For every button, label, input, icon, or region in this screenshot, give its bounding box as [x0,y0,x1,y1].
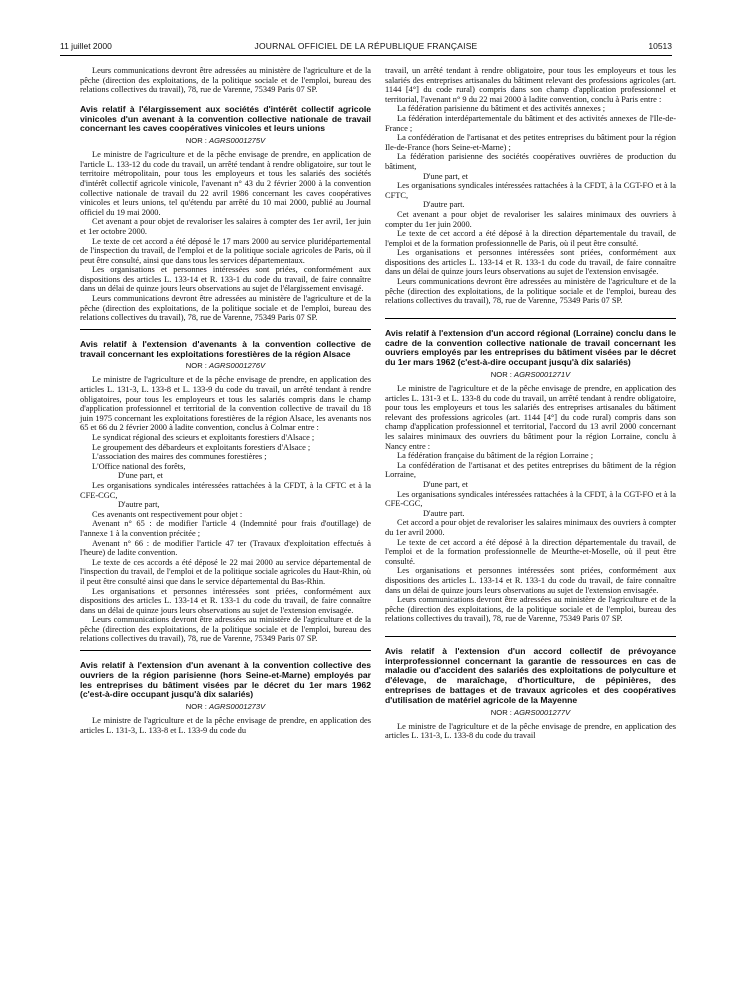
paragraph: La fédération parisienne du bâtiment et des activités annexes ; [397,104,606,114]
paragraph: La confédération de l'artisanat et des petites entreprises du bâtiment pour la région Ile-de-France (hors Seine-et-Marne) ; [385,133,676,152]
paragraph: Le texte de cet accord a été déposé à la direction départementale du travail, de l'emploi et de la formation professionnelle de Meurthe-et-Moselle, où il peut être consulté. [385,537,676,566]
divider [385,636,676,637]
paragraph: Le texte de cet accord a été déposé à la direction départementale du travail, de l'emploi et de la formation professionnelle de Paris, où il peut être consulté. [385,229,676,248]
notice-batiment-region-parisienne [80,661,371,735]
paragraph: Avenant n° 66 : de modifier l'article 47 ter (Travaux d'exploitation effectués à l'heure) de ladite convention. [80,538,371,558]
notice-title: Avis relatif à l'extension d'un avenant à la convention collective des ouvriers de la région parisienne (hors Seine-et-Marne) employés par les entreprises du bâtiment visées par le décret du 1er mars 1962 (c'est-à-dire occupant jusqu'à dix salariés) [80,660,371,700]
paragraph: La fédération parisienne des sociétés coopératives ouvrières de production du bâtiment, [385,152,676,171]
header-date: 11 juillet 2000 [60,41,112,51]
nor-reference: NOR : AGRS0001273V [185,702,266,712]
paragraph: Le groupement des débardeurs et exploitants forestiers d'Alsace ; [92,442,311,452]
paragraph: Le ministre de l'agriculture et de la pêche envisage de prendre, en application des articles L. 131-3, L. 133-8 du code du travail [385,721,676,741]
notice-title: Avis relatif à l'élargissement aux sociétés d'intérêt collectif agricole vinicoles d'un avenant à la convention collective nationale de travail concernant les caves coopératives vinicoles et leurs unions [80,103,371,134]
paragraph: Les organisations et personnes intéressées sont priées, conformément aux dispositions des articles L. 133-14 et R. 133-1 du code du travail, de faire connaître dans un délai de quinze jours leurs observations au sujet de l'extension envisagée. [80,586,371,615]
paragraph: Le ministre de l'agriculture et de la pêche envisage de prendre, en application des articles L. 131-3, L. 133-8 et L. 133-9 du code du travail, un arrêté tendant à rendre obligatoires, pour tous les employeurs et tous les salariés compris dans le champ d'application professionnel et territorial de la convention collective de travail du 18 juin 1975 concernant les exploitations forestières de la région Alsace, les avenants nos 65 et 66 du 2 février 2000 à ladite convention, conclus à Colmar entre : [80,375,371,433]
paragraph: Leurs communications devront être adressées au ministère de l'agriculture et de la pêche (direction des exploitations, de la politique sociale et de l'emploi, bureau des relations collectives du travail), 78, rue de Varenne, 75349 Paris 07 SP. [80,615,371,644]
paragraph: L'association des maires des communes forestières ; [92,452,267,462]
right-column [385,66,676,741]
notice-title: Avis relatif à l'extension d'un accord régional (Lorraine) conclu dans le cadre de la convention collective nationale de travail concernant les ouvriers employés par les entreprises du bâtiment visées par le décret du 1er mars 1962 (c'est-à-dire occupant jusqu'à dix salariés) [385,327,676,368]
nor-reference: NOR : AGRS0001275V [185,136,266,146]
nor-reference: NOR : AGRS0001277V [490,707,571,717]
notice-accord-lorraine [385,329,676,637]
notice-prevoyance-mayenne [385,647,676,741]
paragraph: Ces avenants ont respectivement pour objet : [92,509,243,519]
paragraph: Les organisations syndicales intéressées rattachées à la CFDT, à la CFTC et à la CFE-CGC, [80,480,371,500]
paragraph: Les organisations syndicales intéressées rattachées à la CFDT, à la CGT-FO et à la CFTC, [385,181,676,200]
paragraph: Leurs communications devront être adressées au ministère de l'agriculture et de la pêche (direction des exploitations, de la politique sociale et de l'emploi, bureau des relations collectives du travail), 78, rue de Varenne, 75349 Paris 07 SP. [385,277,676,306]
page-number: 10513 [648,41,672,51]
paragraph: D'autre part. [423,200,465,210]
notice-exploitations-forestieres-alsace [80,340,371,651]
left-column [80,66,371,735]
paragraph: Le ministre de l'agriculture et de la pêche envisage de prendre, en application des articles L. 131-3, L. 133-8 et L. 133-9 du code du [80,716,371,735]
paragraph: Avenant n° 65 : de modifier l'article 4 (Indemnité pour frais d'outillage) de l'annexe 1 à la convention précitée ; [80,519,371,538]
divider [385,318,676,319]
paragraph: travail, un arrêté tendant à rendre obligatoire, pour tous les employeurs et tous les salariés des entreprises artisanales du bâtiment relevant des professions agricoles (art. 1144 [4°] du code rural) compris dans son champ d'application professionnel et territorial, l'avenant n° 9 du 22 mai 2000 à ladite convention, conclu à Paris entre : [385,66,676,104]
paragraph: Le syndicat régional des scieurs et exploitants forestiers d'Alsace ; [92,433,315,443]
paragraph: Le texte de cet accord a été déposé le 17 mars 2000 au service pluridépartemental de l'inspection du travail, de l'emploi et de la politique sociale agricoles de Paris, où il peut être consulté, ainsi que dans tous les services départementaux. [80,236,371,265]
paragraph: Les organisations et personnes intéressées sont priées, conformément aux dispositions des articles L. 133-14 et R. 133-1 du code du travail, de faire connaître dans un délai de quinze jours leurs observations au sujet de l'élargissement envisagé. [80,265,371,294]
paragraph: D'une part, et [423,171,468,181]
paragraph: Le ministre de l'agriculture et de la pêche envisage de prendre, en application de l'article L. 133-12 du code du travail, un arrêté tendant à rendre obligatoire, sur tout le territoire métropolitain, pour tous les employeurs et tous les salariés des sociétés d'intérêt collectif agricole vinicole, l'avenant n° 43 du 2 février 2000 à la convention collective nationale de travail du 22 avril 1986 concernant les caves coopératives vinicoles et leurs unions, tel qu'étendu par arrêté du 10 mai 2000, publié au Journal officiel du 19 mai 2000. [80,150,371,217]
paragraph: L'Office national des forêts, [92,461,186,471]
paragraph: Leurs communications devront être adressées au ministère de l'agriculture et de la pêche (direction des exploitations, de la politique sociale et de l'emploi, bureau des relations collectives du travail), 78, rue de Varenne, 75349 Paris 07 SP. [385,595,676,624]
paragraph: La fédération interdépartementale du bâtiment et des activités annexes de l'Ile-de-France ; [385,113,676,133]
paragraph: La confédération de l'artisanat et des petites entreprises du bâtiment de la région Lorraine, [385,460,676,480]
nor-reference: NOR : AGRS0001276V [185,361,266,371]
journal-title: JOURNAL OFFICIEL DE LA RÉPUBLIQUE FRANÇAISE [254,41,478,51]
divider [80,329,371,330]
paragraph: D'autre part, [118,500,160,510]
nor-reference: NOR : AGRS0001271V [490,370,571,380]
divider [80,650,371,651]
paragraph: D'une part, et [118,471,163,481]
paragraph: Les organisations syndicales intéressées rattachées à la CFDT, à la CGT-FO et à la CFE-CGC, [385,489,676,509]
paragraph: D'autre part. [423,508,465,518]
paragraph: Cet accord a pour objet de revaloriser les salaires minimaux des ouvriers à compter du 1er avril 2000. [385,518,676,537]
paragraph: Le ministre de l'agriculture et de la pêche envisage de prendre, en application des articles L. 131-3 et L. 133-8 du code du travail, un arrêté tendant à rendre obligatoire, pour tous les employeurs et tous les salariés des entreprises artisanales du bâtiment relevant des professions agricoles (art. 1144 [4°] du code rural) compris dans son champ d'application professionnel et territorial, l'accord du 13 avril 2000 concernant les salaires minimaux des ouvriers du bâtiment pour la région Lorraine, conclu à Nancy entre : [385,384,676,451]
paragraph: Cet avenant a pour objet de revaloriser les salaires minimaux des ouvriers à compter du 1er juin 2000. [385,209,676,229]
page-header [60,41,672,56]
paragraph: Les organisations et personnes intéressées sont priées, conformément aux dispositions des articles L. 133-14 et R. 133-1 du code du travail, de faire connaître dans un délai de quinze jours leurs observations au sujet de l'extension envisagée. [385,248,676,277]
paragraph: Les organisations et personnes intéressées sont priées, conformément aux dispositions des articles L. 133-14 et R. 133-1 du code du travail, de faire connaître dans un délai de quinze jours leurs observations au sujet de l'extension envisagée. [385,566,676,595]
notice-elargissement-caves [80,105,371,330]
paragraph: Leurs communications devront être adressées au ministère de l'agriculture et de la pêche (direction des exploitations, de la politique sociale et de l'emploi, bureau des relations collectives du travail), 78, rue de Varenne, 75349 Paris 07 SP. [80,66,371,95]
paragraph: Leurs communications devront être adressées au ministère de l'agriculture et de la pêche (direction des exploitations, de la politique sociale et de l'emploi, bureau des relations collectives du travail), 78, rue de Varenne, 75349 Paris 07 SP. [80,294,371,323]
notice-title: Avis relatif à l'extension d'avenants à la convention collective de travail concernant les exploitations forestières de la région Alsace [80,338,371,359]
paragraph: La fédération française du bâtiment de la région Lorraine ; [397,451,594,461]
paragraph: Cet avenant a pour objet de revaloriser les salaires à compter des 1er avril, 1er juin et 1er octobre 2000. [80,217,371,236]
notice-title: Avis relatif à l'extension d'un accord collectif de prévoyance interprofessionnel concernant la garantie de ressources en cas de maladie ou d'accident des salariés des exploitations de polyculture et d'élevage, de maraîchage, d'horticulture, de pépinières, des entreprises de battages et de travaux agricoles et des coopératives d'utilisation de matériel agricole de la Mayenne [385,645,676,705]
paragraph: Le texte de ces accords a été déposé le 22 mai 2000 au service départemental de l'inspection du travail, de l'emploi et de la politique sociale agricoles du Haut-Rhin, où il peut être consulté ainsi que dans le service départemental du Bas-Rhin. [80,557,371,586]
paragraph: D'une part, et [423,479,468,489]
